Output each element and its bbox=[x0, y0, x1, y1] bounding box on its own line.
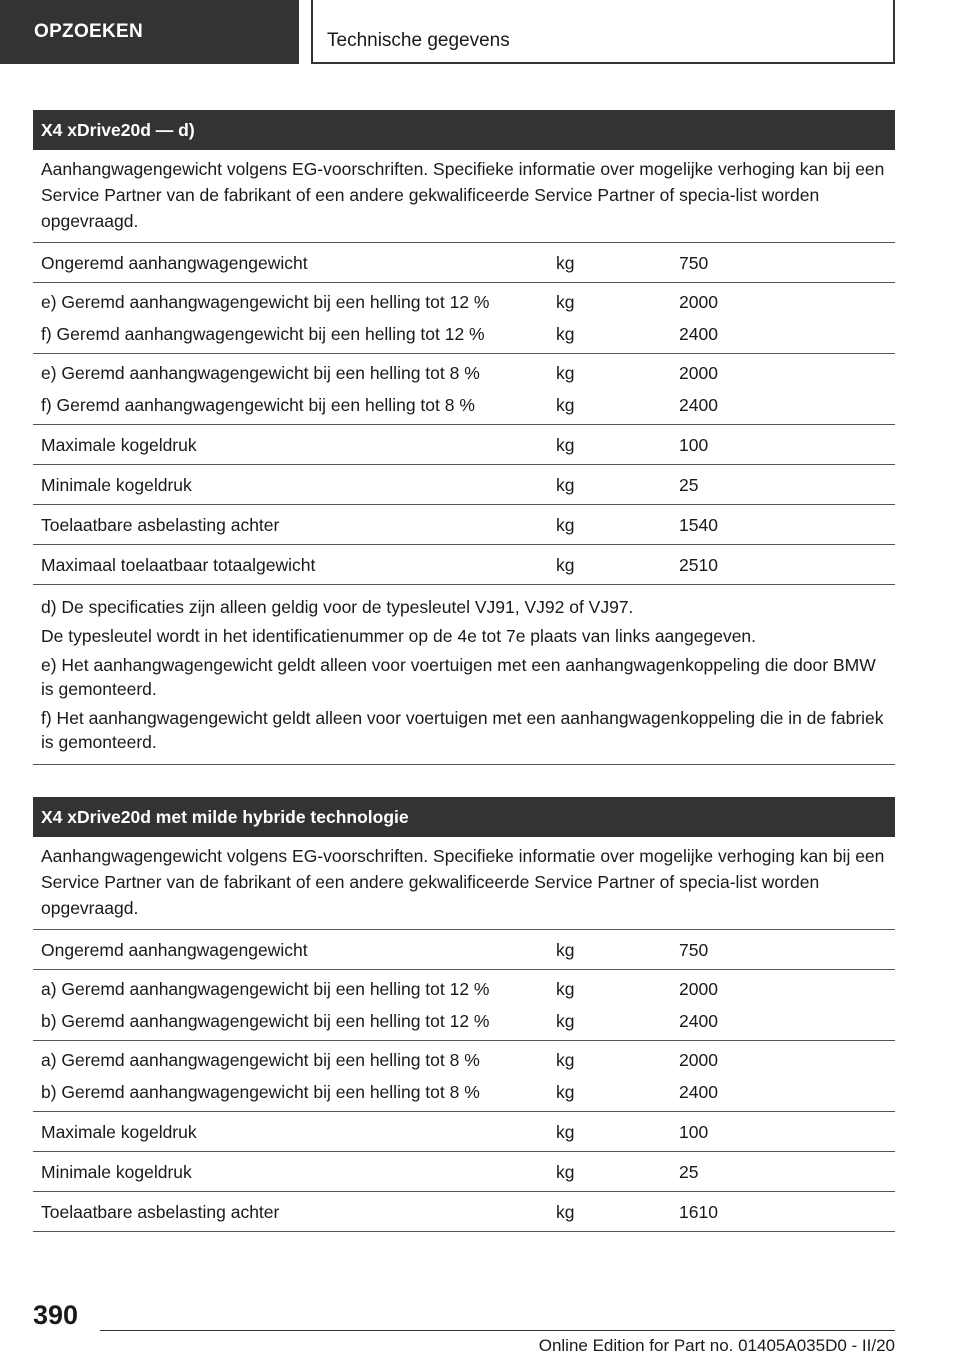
spec-value: 2510 bbox=[679, 554, 718, 575]
cell-value bbox=[679, 1112, 895, 1152]
spec-unit: kg bbox=[556, 1161, 575, 1182]
spec-label: Toelaatbare asbelasting achter bbox=[41, 514, 280, 535]
spec-label: a) Geremd aanhangwagengewicht bij een helling tot 8 % bbox=[41, 1050, 480, 1070]
spec-unit: kg bbox=[556, 939, 575, 960]
cell-label bbox=[33, 545, 548, 585]
cell-value bbox=[679, 930, 895, 970]
section-heading: X4 xDrive20d met milde hybride technologie bbox=[33, 797, 895, 837]
cell-value bbox=[679, 286, 895, 350]
section-intro: Aanhangwagengewicht volgens EG-voorschriften. Specifieke informatie over mogelijke verhoging kan bij een Service Partner van de fabrikant of een andere gekwalificeerde Service Partner of specia-list worden opgevraagd. bbox=[33, 837, 895, 930]
cell-label bbox=[33, 1044, 548, 1108]
spec-label: Minimale kogeldruk bbox=[41, 474, 192, 495]
spec-unit: kg bbox=[556, 395, 575, 415]
table-row bbox=[33, 545, 895, 585]
table-row bbox=[33, 505, 895, 545]
page-number: 390 bbox=[33, 1300, 79, 1330]
spec-value: 1610 bbox=[679, 1201, 718, 1222]
cell-unit bbox=[548, 357, 679, 421]
cell-label bbox=[33, 465, 548, 505]
spec-label: Ongeremd aanhangwagengewicht bbox=[41, 252, 308, 273]
cell-label bbox=[33, 286, 548, 350]
cell-unit bbox=[548, 465, 679, 505]
cell-label bbox=[33, 425, 548, 465]
table-row bbox=[33, 1192, 895, 1232]
cell-unit bbox=[548, 545, 679, 585]
spec-label: Maximaal toelaatbaar totaalgewicht bbox=[41, 554, 316, 575]
spec-label: e) Geremd aanhangwagengewicht bij een helling tot 8 % bbox=[41, 363, 480, 383]
cell-label bbox=[33, 973, 548, 1037]
cell-label bbox=[33, 1112, 548, 1152]
table-row bbox=[33, 1041, 895, 1112]
spec-unit: kg bbox=[556, 1050, 575, 1070]
cell-value bbox=[679, 425, 895, 465]
cell-label bbox=[33, 930, 548, 970]
cell-unit bbox=[548, 286, 679, 350]
spec-unit: kg bbox=[556, 324, 575, 344]
footnote: De typesleutel wordt in het identificatienummer op de 4e tot 7e plaats van links aangegeven. bbox=[41, 626, 757, 646]
spec-label: f) Geremd aanhangwagengewicht bij een helling tot 8 % bbox=[41, 395, 475, 415]
cell-unit bbox=[548, 973, 679, 1037]
spec-unit: kg bbox=[556, 1121, 575, 1142]
edition-footer: Online Edition for Part no. 01405A035D0 - II/20 bbox=[538, 1336, 895, 1355]
spec-value: 100 bbox=[679, 434, 709, 455]
cell-unit bbox=[548, 505, 679, 545]
spec-label: Ongeremd aanhangwagengewicht bbox=[41, 939, 308, 960]
section-heading: X4 xDrive20d — d) bbox=[33, 110, 895, 150]
spec-unit: kg bbox=[556, 252, 575, 273]
cell-unit bbox=[548, 1192, 679, 1232]
cell-unit bbox=[548, 1044, 679, 1108]
footnote: f) Het aanhangwagengewicht geldt alleen voor voertuigen met een aanhangwagenkoppeling die in de fabriek is gemonteerd. bbox=[41, 708, 884, 752]
section-tab-label: OPZOEKEN bbox=[34, 21, 144, 42]
cell-value bbox=[679, 1152, 895, 1192]
table-row bbox=[33, 1152, 895, 1192]
cell-unit bbox=[548, 243, 679, 283]
spec-unit: kg bbox=[556, 434, 575, 455]
cell-label bbox=[33, 1152, 548, 1192]
spec-value: 2000 bbox=[679, 1050, 718, 1070]
spec-table-x4-xdrive20d-mild-hybrid bbox=[33, 797, 895, 1232]
spec-value: 2400 bbox=[679, 324, 718, 344]
spec-unit: kg bbox=[556, 363, 575, 383]
chapter-title: Technische gegevens bbox=[311, 0, 895, 64]
spec-value: 750 bbox=[679, 939, 709, 960]
spec-unit: kg bbox=[556, 474, 575, 495]
spec-unit: kg bbox=[556, 292, 575, 312]
cell-value bbox=[679, 973, 895, 1037]
table-row bbox=[33, 283, 895, 354]
cell-label bbox=[33, 505, 548, 545]
spec-label: e) Geremd aanhangwagengewicht bij een helling tot 12 % bbox=[41, 292, 490, 312]
spec-rows bbox=[33, 930, 895, 1232]
spec-value: 2000 bbox=[679, 979, 718, 999]
section-tab[interactable] bbox=[0, 0, 299, 64]
cell-label bbox=[33, 357, 548, 421]
table-row bbox=[33, 1112, 895, 1152]
cell-value bbox=[679, 1044, 895, 1108]
spec-value: 2400 bbox=[679, 395, 718, 415]
cell-unit bbox=[548, 425, 679, 465]
spec-unit: kg bbox=[556, 1082, 575, 1102]
spec-value: 25 bbox=[679, 1161, 699, 1182]
cell-unit bbox=[548, 1112, 679, 1152]
footnote: d) De specificaties zijn alleen geldig voor de typesleutel VJ91, VJ92 of VJ97. bbox=[41, 597, 634, 617]
table-row bbox=[33, 930, 895, 970]
spec-label: Maximale kogeldruk bbox=[41, 434, 197, 455]
spec-rows bbox=[33, 243, 895, 585]
spec-table-x4-xdrive20d bbox=[33, 110, 895, 765]
spec-label: a) Geremd aanhangwagengewicht bij een helling tot 12 % bbox=[41, 979, 490, 999]
cell-label bbox=[33, 1192, 548, 1232]
cell-value bbox=[679, 465, 895, 505]
cell-value bbox=[679, 357, 895, 421]
spec-value: 100 bbox=[679, 1121, 709, 1142]
section-intro: Aanhangwagengewicht volgens EG-voorschriften. Specifieke informatie over mogelijke verhoging kan bij een Service Partner van de fabrikant of een andere gekwalificeerde Service Partner of specia-list worden opgevraagd. bbox=[33, 150, 895, 243]
spec-value: 25 bbox=[679, 474, 699, 495]
spec-label: Minimale kogeldruk bbox=[41, 1161, 192, 1182]
spec-unit: kg bbox=[556, 1011, 575, 1031]
cell-value bbox=[679, 243, 895, 283]
footer-divider bbox=[100, 1330, 895, 1331]
spec-value: 1540 bbox=[679, 514, 718, 535]
footnote: e) Het aanhangwagengewicht geldt alleen voor voertuigen met een aanhangwagenkoppeling die door BMW is gemonteerd. bbox=[41, 655, 876, 699]
spec-value: 2400 bbox=[679, 1011, 718, 1031]
cell-unit bbox=[548, 930, 679, 970]
spec-label: b) Geremd aanhangwagengewicht bij een helling tot 8 % bbox=[41, 1082, 480, 1102]
table-row bbox=[33, 425, 895, 465]
cell-value bbox=[679, 1192, 895, 1232]
footnotes bbox=[33, 585, 895, 765]
spec-value: 2000 bbox=[679, 363, 718, 383]
spec-label: b) Geremd aanhangwagengewicht bij een helling tot 12 % bbox=[41, 1011, 490, 1031]
spec-value: 2000 bbox=[679, 292, 718, 312]
cell-value bbox=[679, 545, 895, 585]
spec-label: f) Geremd aanhangwagengewicht bij een helling tot 12 % bbox=[41, 324, 485, 344]
spec-label: Maximale kogeldruk bbox=[41, 1121, 197, 1142]
table-row bbox=[33, 243, 895, 283]
table-row bbox=[33, 465, 895, 505]
cell-label bbox=[33, 243, 548, 283]
spec-unit: kg bbox=[556, 979, 575, 999]
table-row bbox=[33, 354, 895, 425]
table-row bbox=[33, 970, 895, 1041]
spec-value: 2400 bbox=[679, 1082, 718, 1102]
spec-label: Toelaatbare asbelasting achter bbox=[41, 1201, 280, 1222]
cell-value bbox=[679, 505, 895, 545]
spec-unit: kg bbox=[556, 1201, 575, 1222]
spec-value: 750 bbox=[679, 252, 709, 273]
cell-unit bbox=[548, 1152, 679, 1192]
spec-unit: kg bbox=[556, 514, 575, 535]
spec-unit: kg bbox=[556, 554, 575, 575]
